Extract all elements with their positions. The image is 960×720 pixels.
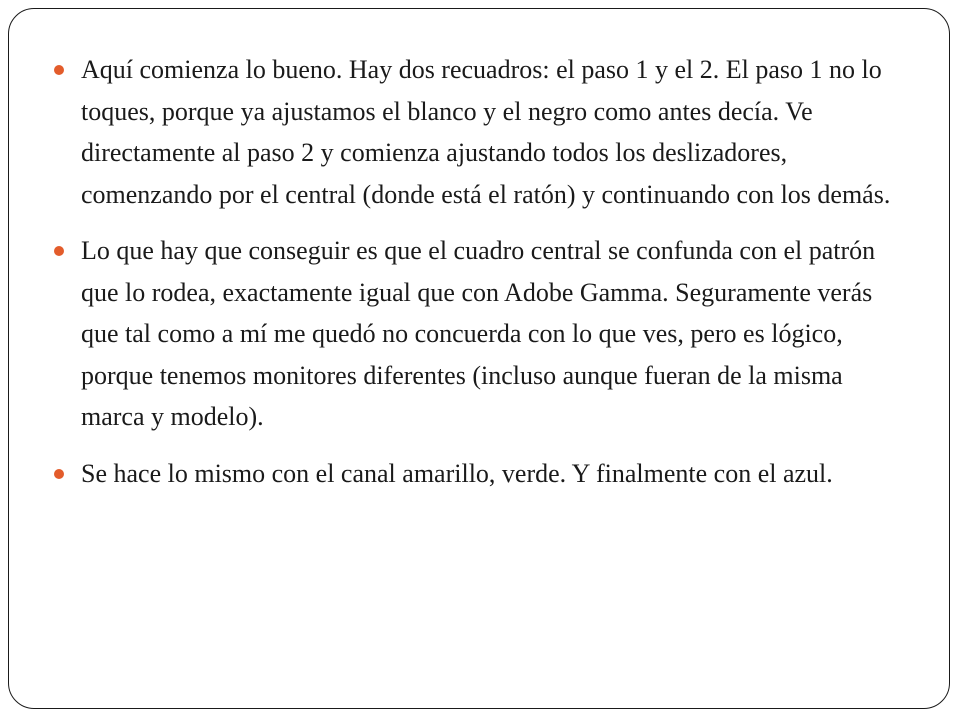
bullet-dot-icon bbox=[54, 246, 64, 256]
bullet-text: Lo que hay que conseguir es que el cuadro central se confunda con el patrón que lo rodea, exactamente igual que con Adobe Gamma. Seguramente verás que tal como a mí me quedó no concuerda con lo que ves, pero es lógico, porque tenemos monitores diferentes (incluso aunque fueran de la misma marca y modelo). bbox=[81, 236, 876, 431]
bullet-text: Aquí comienza lo bueno. Hay dos recuadros: el paso 1 y el 2. El paso 1 no lo toques, porque ya ajustamos el blanco y el negro como antes decía. Ve directamente al paso 2 y comienza ajustando todos los deslizadores, comenzando por el central (donde está el ratón) y continuando con los demás. bbox=[81, 55, 891, 209]
bullet-item bbox=[50, 453, 912, 495]
bullet-item bbox=[50, 49, 912, 215]
bullet-dot-icon bbox=[54, 469, 64, 479]
bullet-text: Se hace lo mismo con el canal amarillo, verde. Y finalmente con el azul. bbox=[81, 458, 833, 488]
bullet-item bbox=[50, 230, 912, 438]
bullet-list bbox=[50, 49, 912, 509]
bullet-dot-icon bbox=[54, 65, 64, 75]
